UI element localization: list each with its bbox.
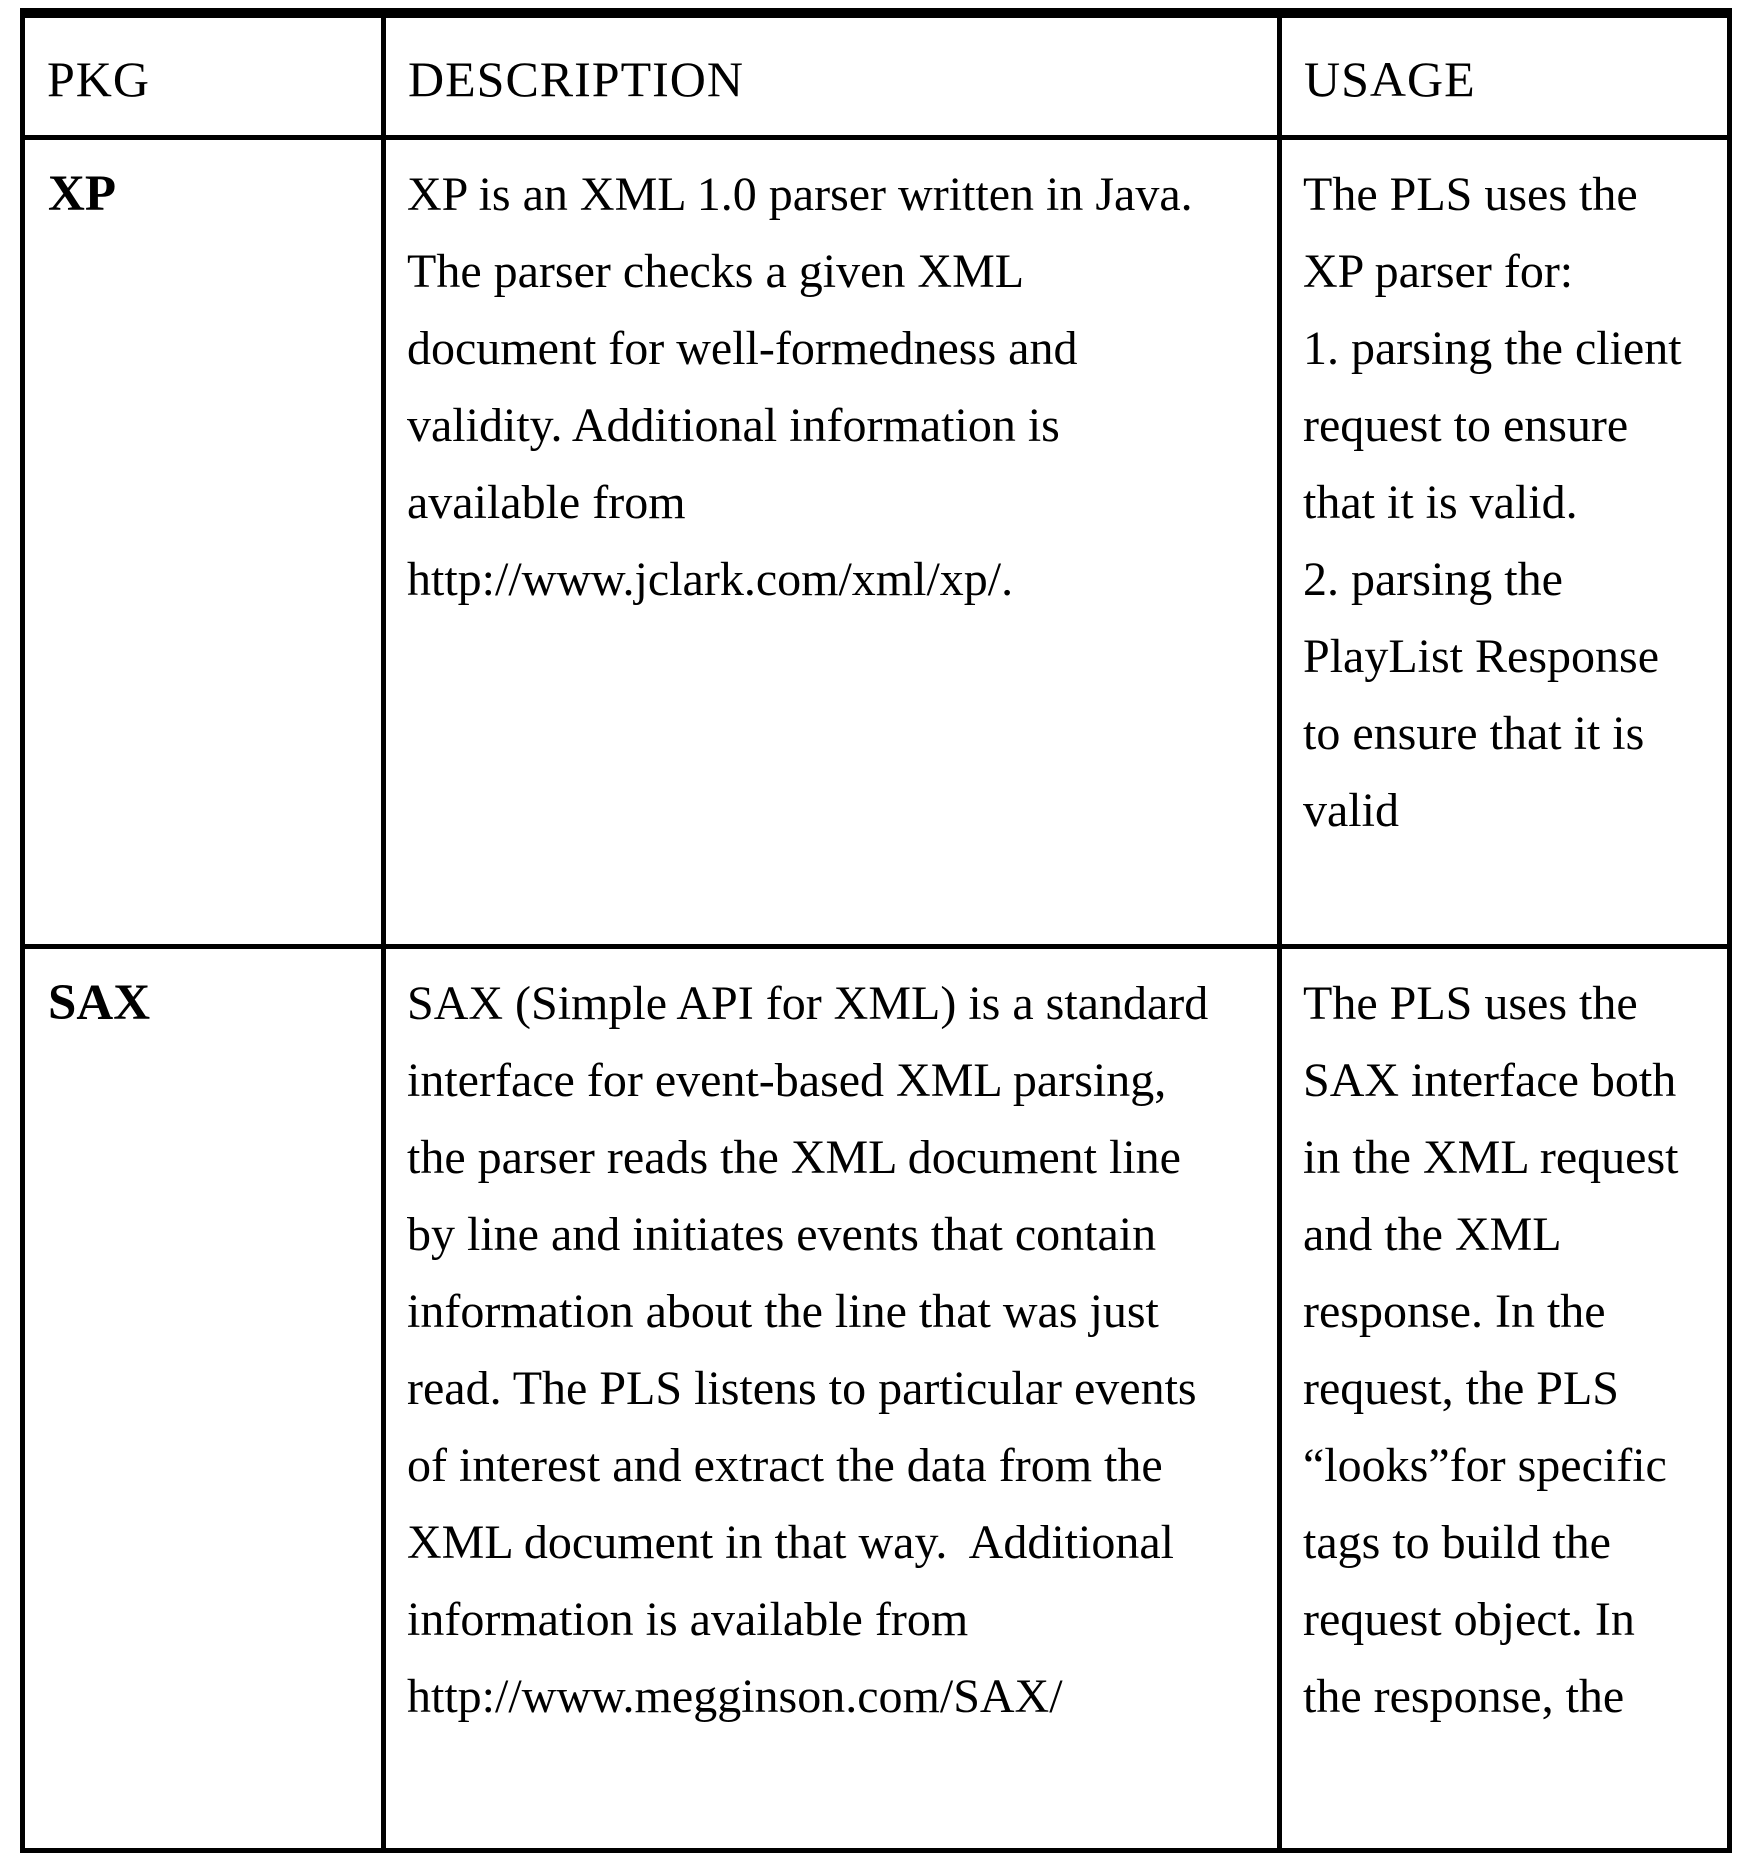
packages-table bbox=[20, 8, 1732, 1853]
cell-xp-pkg bbox=[25, 140, 386, 949]
text-line: The PLS uses the bbox=[1303, 168, 1638, 221]
text-line: interface for event-based XML parsing, bbox=[407, 1054, 1167, 1107]
text-line: response. In the bbox=[1303, 1285, 1606, 1338]
text-line: http://www.megginson.com/SAX/ bbox=[407, 1670, 1063, 1723]
text-line: XP parser for: bbox=[1303, 245, 1574, 298]
header-cell-pkg bbox=[25, 18, 386, 140]
text-line: information about the line that was just bbox=[407, 1285, 1159, 1338]
cell-sax-usage bbox=[1282, 949, 1727, 1848]
text-line: SAX interface both bbox=[1303, 1054, 1677, 1107]
pkg-name: SAX bbox=[48, 975, 151, 1031]
text-line: request to ensure bbox=[1303, 399, 1629, 452]
text-line: request object. In bbox=[1303, 1593, 1635, 1646]
cell-sax-pkg bbox=[25, 949, 386, 1848]
text-line: by line and initiates events that contain bbox=[407, 1208, 1157, 1261]
text-line: PlayList Response bbox=[1303, 630, 1659, 683]
text-line: and the XML bbox=[1303, 1208, 1562, 1261]
text-line: the response, the bbox=[1303, 1670, 1625, 1723]
text-line: XML document in that way. Additional bbox=[407, 1516, 1174, 1569]
cell-xp-description bbox=[386, 140, 1282, 949]
text-line: that it is valid. bbox=[1303, 476, 1578, 529]
text-line: 1. parsing the client bbox=[1303, 322, 1682, 375]
text-line: document for well-formedness and bbox=[407, 322, 1078, 375]
text-line: request, the PLS bbox=[1303, 1362, 1619, 1415]
text-line: the parser reads the XML document line bbox=[407, 1131, 1181, 1184]
text-line: available from bbox=[407, 476, 686, 529]
text-line: read. The PLS listens to particular events bbox=[407, 1362, 1197, 1415]
header-label-description: DESCRIPTION bbox=[408, 51, 745, 107]
text-line: valid bbox=[1303, 784, 1399, 837]
cell-sax-description bbox=[386, 949, 1282, 1848]
text-line: tags to build the bbox=[1303, 1516, 1611, 1569]
text-line: of interest and extract the data from the bbox=[407, 1439, 1163, 1492]
header-cell-description bbox=[386, 18, 1282, 140]
text-line: http://www.jclark.com/xml/xp/. bbox=[407, 553, 1014, 606]
text-line: information is available from bbox=[407, 1593, 969, 1646]
pkg-name: XP bbox=[48, 166, 116, 222]
text-line: SAX (Simple API for XML) is a standard bbox=[407, 977, 1209, 1030]
text-line: to ensure that it is bbox=[1303, 707, 1645, 760]
text-line: The parser checks a given XML bbox=[407, 245, 1025, 298]
cell-xp-usage bbox=[1282, 140, 1727, 949]
text-line: “looks”for specific bbox=[1303, 1439, 1667, 1492]
text-line: validity. Additional information is bbox=[407, 399, 1060, 452]
header-cell-usage bbox=[1282, 18, 1727, 140]
text-line: 2. parsing the bbox=[1303, 553, 1563, 606]
text-line: The PLS uses the bbox=[1303, 977, 1638, 1030]
text-line: XP is an XML 1.0 parser written in Java. bbox=[407, 168, 1193, 221]
text-line: in the XML request bbox=[1303, 1131, 1679, 1184]
header-label-pkg: PKG bbox=[47, 51, 151, 107]
header-label-usage: USAGE bbox=[1304, 51, 1476, 107]
